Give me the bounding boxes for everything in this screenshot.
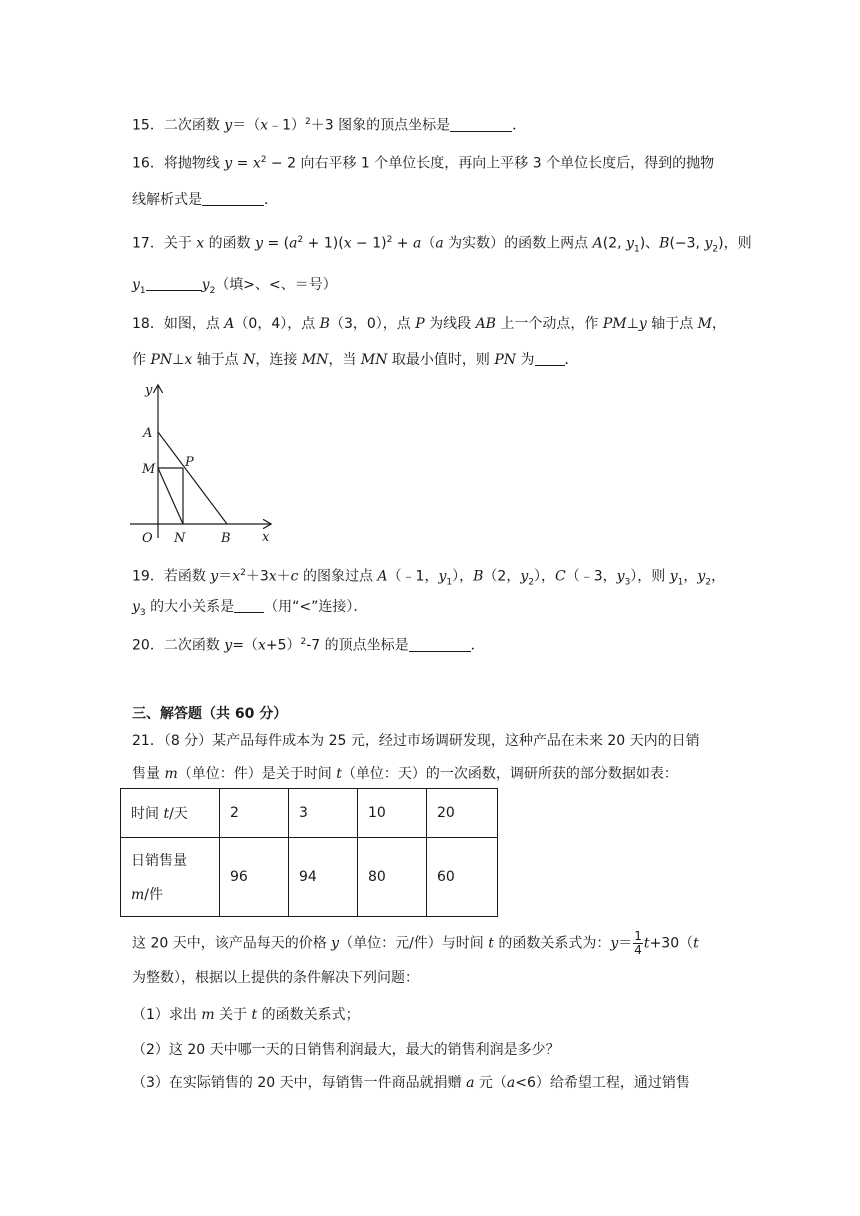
label-N: N: [174, 531, 186, 546]
question-21-sub-2: （2）这 20 天中哪一天的日销售利润最大，最大的销售利润是多少？: [132, 1042, 560, 1058]
question-21-line-2: 售量 m（单位：件）是关于时间 t（单位：天）的一次函数，调研所获的部分数据如表：: [132, 766, 678, 782]
answer-blank[interactable]: [202, 191, 264, 206]
label-y: y: [145, 383, 153, 398]
question-19-line-2: $y_3$ 的大小关系是 （用“<”连接）．: [132, 599, 368, 618]
table-cell: 2: [220, 789, 289, 838]
coordinate-figure: [128, 378, 278, 548]
answer-blank[interactable]: [234, 598, 264, 613]
question-20: 20．二次函数 $y=(x+5)^2-7$ 的顶点坐标是 ．: [132, 637, 485, 654]
question-18-line-2: 作 PN⊥x 轴于点 N，连接 MN，当 MN 取最小值时，则 PN 为 ．: [132, 352, 579, 368]
data-table: [120, 788, 498, 917]
table-header-time: 时间 t/天: [121, 789, 220, 838]
question-number: 17．: [132, 235, 164, 252]
section-title: 三、解答题（共 60 分）: [132, 706, 288, 722]
question-17: 17．关于 x 的函数 $y = (a^2 + 1)(x - 1)^2 + a(a$ 为实数）的函数上两点 A(2, $y_1$)、B(−3, $y_2$)，则: [132, 235, 752, 255]
question-21-sub-1: （1）求出 m 关于 t 的函数关系式；: [132, 1007, 360, 1023]
table-cell: 3: [289, 789, 358, 838]
question-21-sub-3: （3）在实际销售的 20 天中，每销售一件商品就捐赠 a 元（a<6）给希望工程，通过销售: [132, 1075, 690, 1091]
fraction: $\frac{1}{4}$: [634, 929, 642, 957]
question-number: 20．: [132, 637, 164, 654]
question-17-line-2: $y_1$ $y_2$（填>、<、＝号）: [132, 277, 337, 296]
label-M: M: [142, 462, 156, 477]
table-cell: 10: [358, 789, 427, 838]
table-row: [121, 838, 498, 917]
question-16-line-2: 线解析式是 ．: [132, 192, 278, 208]
question-15: 15．二次函数 y＝（x﹣1）$^2$＋3 图象的顶点坐标是 ．: [132, 117, 527, 134]
table-header-sales: 日销售量 m/件: [121, 838, 220, 917]
question-16: 16．将抛物线 $y = x^2 - 2$ 向右平移 1 个单位长度，再向上平移 3 个单位长度后，得到的抛物: [132, 155, 715, 172]
table-cell: 96: [220, 838, 289, 917]
answer-blank[interactable]: [146, 276, 202, 291]
answer-blank[interactable]: [450, 117, 512, 132]
question-number: 15．: [132, 117, 164, 134]
question-19: 19．若函数 $y=x^2+3x+c$ 的图象过点 A（﹣1，$y_1$），B（2，$y_2$），C（﹣3，$y_3$），则 $y_1$，$y_2$，: [132, 568, 726, 588]
label-B: B: [221, 531, 231, 546]
question-number: 19．: [132, 568, 164, 585]
table-cell: 94: [289, 838, 358, 917]
label-O: O: [142, 531, 153, 546]
question-21: 21．（8 分）某产品每件成本为 25 元，经过市场调研发现，这种产品在未来 20 天内的日销: [132, 733, 700, 749]
table-cell: 20: [427, 789, 498, 838]
question-number: 18．: [132, 316, 164, 332]
label-A: A: [143, 426, 153, 441]
question-number: 21．: [132, 733, 164, 749]
segment-AB: [158, 432, 227, 524]
table-cell: 60: [427, 838, 498, 917]
question-number: 16．: [132, 155, 164, 172]
answer-blank[interactable]: [535, 351, 565, 366]
question-18: 18．如图，点 A（0，4），点 B（3，0），点 P 为线段 AB 上一个动点，作 PM⊥y 轴于点 M，: [132, 316, 727, 332]
answer-blank[interactable]: [409, 637, 471, 652]
question-21-line-4: 为整数），根据以上提供的条件解决下列问题：: [132, 970, 419, 986]
table-cell: 80: [358, 838, 427, 917]
table-row: [121, 789, 498, 838]
question-21-line-3: 这 20 天中，该产品每天的价格 y（单位：元/件）与时间 t 的函数关系式为：y＝ $\frac{1}{4}$ t+30（t: [132, 929, 699, 957]
segment-MN: [158, 468, 183, 524]
label-x: x: [262, 530, 270, 545]
label-P: P: [185, 455, 194, 470]
